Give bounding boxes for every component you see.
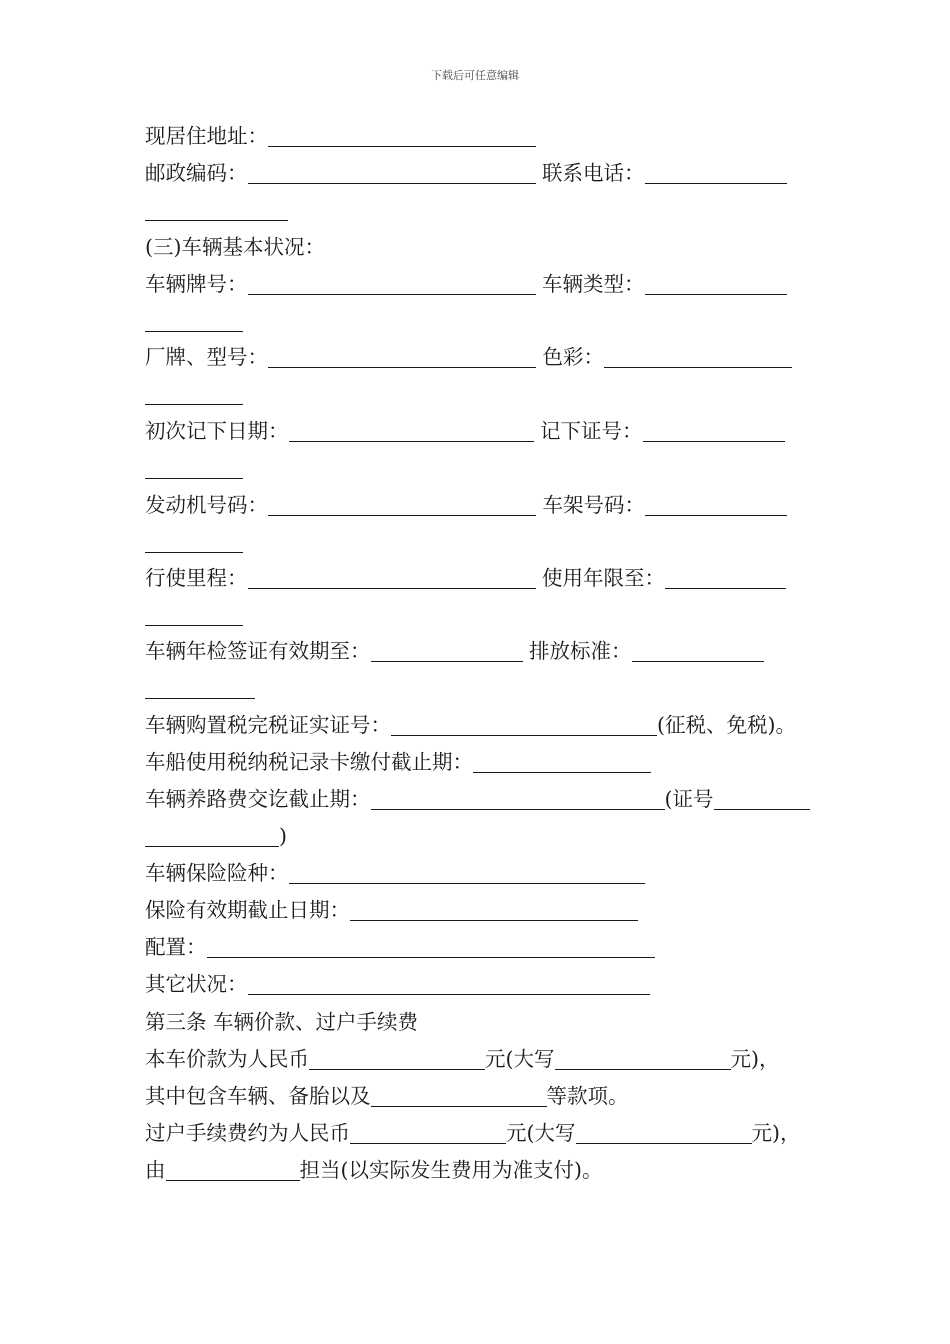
fill-blank[interactable] (665, 566, 786, 589)
fill-blank[interactable] (309, 1047, 485, 1070)
section-title: (三)车辆基本状况： (145, 235, 325, 259)
fill-blank[interactable] (391, 713, 657, 736)
fill-blank[interactable] (371, 639, 523, 662)
line-continuation (145, 821, 287, 851)
line-reg-date (145, 416, 785, 446)
label: 车架号码： (542, 493, 646, 517)
line-road-fee (145, 784, 810, 814)
label: 等款项。 (546, 1084, 629, 1108)
label: 发动机号码： (145, 493, 268, 517)
fill-blank[interactable] (166, 1158, 300, 1181)
line-current-address (145, 121, 536, 151)
label: 行使里程： (145, 566, 248, 590)
fill-blank[interactable] (555, 1047, 731, 1070)
line-other-status (145, 969, 650, 999)
fill-blank[interactable] (645, 161, 787, 184)
label: 邮政编码： (145, 161, 248, 185)
label: 车辆购置税完税证实证号： (145, 713, 391, 737)
fill-blank[interactable] (714, 787, 810, 810)
line-continuation (145, 453, 243, 483)
fill-blank[interactable] (145, 382, 243, 405)
label: 排放标准： (529, 639, 632, 663)
line-inspection (145, 636, 764, 666)
section-heading (145, 232, 325, 262)
label: 由 (145, 1158, 166, 1182)
label: 过户手续费约为人民币 (145, 1121, 350, 1145)
label: 车船使用税纳税记录卡缴付截止期： (145, 750, 473, 774)
fill-blank[interactable] (248, 566, 536, 589)
line-purchase-tax (145, 710, 796, 740)
label: 配置： (145, 935, 207, 959)
fill-blank[interactable] (268, 493, 536, 516)
label: (证号 (664, 787, 714, 811)
fill-blank[interactable] (289, 861, 645, 884)
line-vessel-tax (145, 747, 651, 777)
label: ) (279, 824, 287, 848)
fill-blank[interactable] (145, 676, 255, 699)
line-insurance-type (145, 858, 645, 888)
label: 车辆牌号： (145, 272, 248, 296)
label: 其它状况： (145, 972, 248, 996)
label: 色彩： (542, 345, 605, 369)
line-continuation (145, 673, 255, 703)
line-continuation (145, 195, 288, 225)
article-heading (145, 1007, 418, 1037)
line-includes (145, 1081, 629, 1111)
fill-blank[interactable] (248, 272, 536, 295)
article-title: 第三条 车辆价款、过户手续费 (145, 1010, 419, 1034)
fill-blank[interactable] (371, 787, 665, 810)
page-header: 下载后可任意编辑 (431, 69, 519, 82)
fill-blank[interactable] (268, 345, 536, 368)
fill-blank[interactable] (645, 493, 787, 516)
line-postcode-phone (145, 158, 787, 188)
line-continuation (145, 600, 243, 630)
label: 本车价款为人民币 (145, 1047, 309, 1071)
label: 使用年限至： (542, 566, 666, 590)
line-continuation (145, 527, 243, 557)
fill-blank[interactable] (145, 309, 243, 332)
fill-blank[interactable] (604, 345, 792, 368)
label: 车辆年检签证有效期至： (145, 639, 371, 663)
fill-blank[interactable] (145, 198, 288, 221)
fill-blank[interactable] (645, 272, 787, 295)
line-insurance-date (145, 895, 638, 925)
line-plate-type (145, 269, 787, 299)
fill-blank[interactable] (632, 639, 764, 662)
fill-blank[interactable] (473, 750, 651, 773)
line-continuation (145, 379, 243, 409)
label: 现居住地址： (145, 124, 268, 148)
line-engine-frame (145, 490, 787, 520)
label: 车辆保险险种： (145, 861, 289, 885)
line-continuation (145, 306, 243, 336)
fill-blank[interactable] (207, 935, 655, 958)
fill-blank[interactable] (643, 419, 785, 442)
fill-blank[interactable] (371, 1084, 547, 1107)
fill-blank[interactable] (289, 419, 534, 442)
label: 联系电话： (542, 161, 645, 185)
fill-blank[interactable] (350, 898, 638, 921)
line-transfer-fee (145, 1118, 801, 1148)
label: 担当(以实际发生费用为准支付)。 (299, 1158, 603, 1182)
label: 元(大写 (506, 1121, 576, 1145)
label: 元(大写 (485, 1047, 555, 1071)
fill-blank[interactable] (145, 824, 279, 847)
line-borne-by (145, 1155, 603, 1185)
label: 元)， (730, 1047, 780, 1071)
label: 初次记下日期： (145, 419, 289, 443)
line-mileage (145, 563, 786, 593)
label: 车辆养路费交讫截止期： (145, 787, 371, 811)
label: 其中包含车辆、备胎以及 (145, 1084, 371, 1108)
fill-blank[interactable] (248, 972, 650, 995)
fill-blank[interactable] (576, 1121, 752, 1144)
fill-blank[interactable] (145, 456, 243, 479)
label: 车辆类型： (542, 272, 645, 296)
fill-blank[interactable] (268, 124, 536, 147)
fill-blank[interactable] (145, 603, 243, 626)
fill-blank[interactable] (248, 161, 536, 184)
label: (征税、免税)。 (657, 713, 796, 737)
label: 厂牌、型号： (145, 345, 268, 369)
line-configuration (145, 932, 655, 962)
label: 元)， (751, 1121, 801, 1145)
line-brand-color (145, 342, 792, 372)
fill-blank[interactable] (145, 530, 243, 553)
label: 记下证号： (540, 419, 643, 443)
line-price (145, 1044, 780, 1074)
fill-blank[interactable] (350, 1121, 506, 1144)
label: 保险有效期截止日期： (145, 898, 350, 922)
